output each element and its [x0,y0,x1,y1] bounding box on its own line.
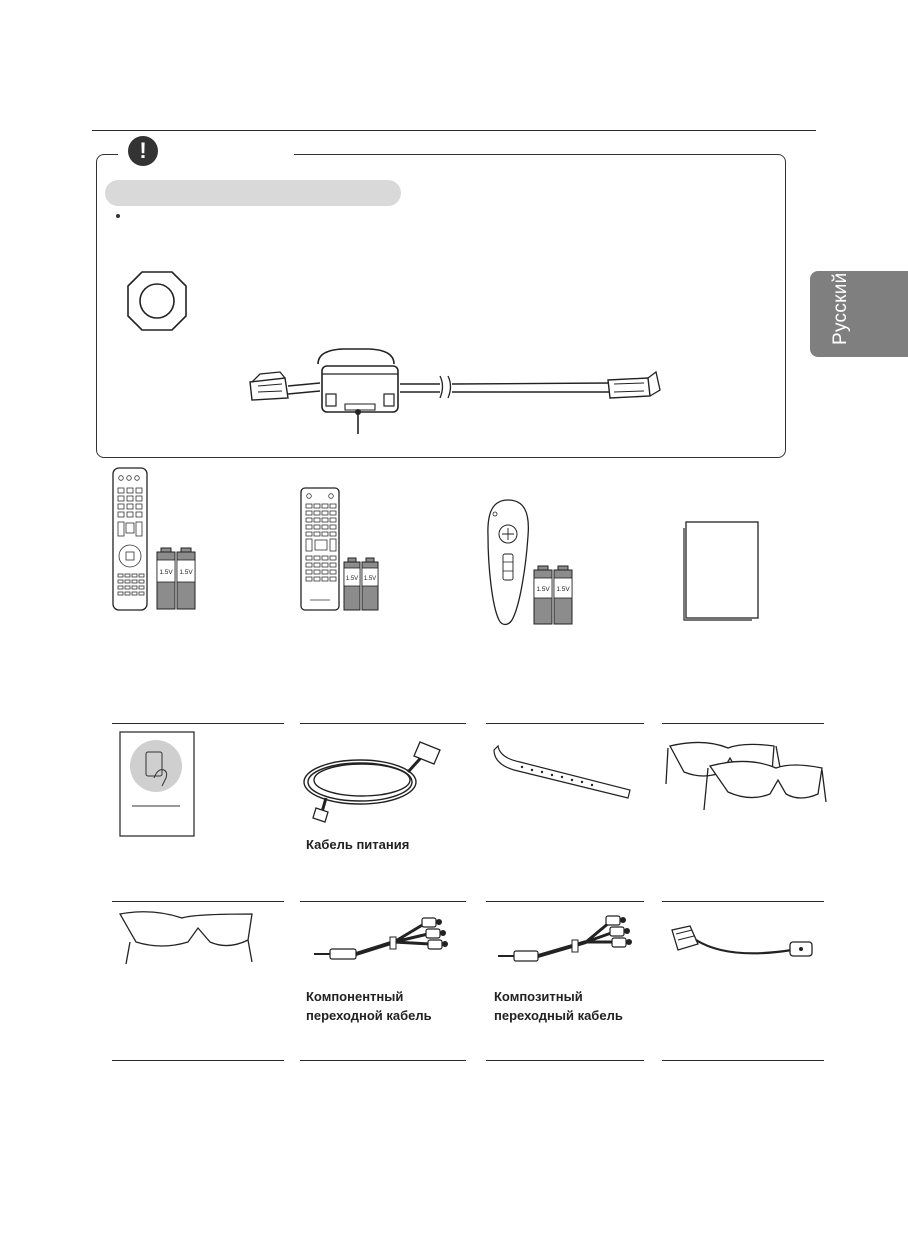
label-line: Композитный [494,989,583,1004]
top-rule [92,130,816,131]
item-rule [300,901,466,902]
glasses-pair [664,736,828,818]
item-rule [662,901,824,902]
item-rule [486,723,644,724]
item-rule [486,1060,644,1061]
label-line: переходной кабель [306,1008,432,1023]
item-rule [112,723,284,724]
composite-cable-label [494,987,623,1025]
battery-label: 1.5V [345,576,359,582]
cable-tie [490,742,640,802]
battery-label: 1.5V [179,569,193,576]
exclamation-icon: ! [128,136,158,166]
remote-slim [298,486,388,616]
language-tab [810,271,908,357]
label-line: Компонентный [306,989,404,1004]
quick-card [118,730,198,838]
battery-label: 1.5V [556,586,570,593]
battery-label: 1.5V [536,586,550,593]
item-rule [112,901,284,902]
note-heading-bar [105,180,401,206]
battery-label: 1.5V [363,576,377,582]
item-rule [662,1060,824,1061]
language-tab-label: Русский [830,272,851,345]
item-rule [662,723,824,724]
power-cable [300,732,450,824]
power-cable-label: Кабель питания [306,837,410,852]
item-rule [300,1060,466,1061]
remote-standard [110,466,220,616]
component-cable-label [306,987,432,1025]
magic-remote [486,496,586,631]
ferrite-core-illustration [100,262,780,442]
battery-label: 1.5V [159,569,173,576]
item-rule [112,1060,284,1061]
component-cable [306,910,456,970]
owners-manual [680,518,760,624]
item-rule [486,901,644,902]
glasses-single [116,906,260,968]
note-bullet [116,214,120,218]
item-rule [300,723,466,724]
composite-cable [494,910,644,970]
label-line: переходный кабель [494,1008,623,1023]
scart-cable [668,920,818,970]
